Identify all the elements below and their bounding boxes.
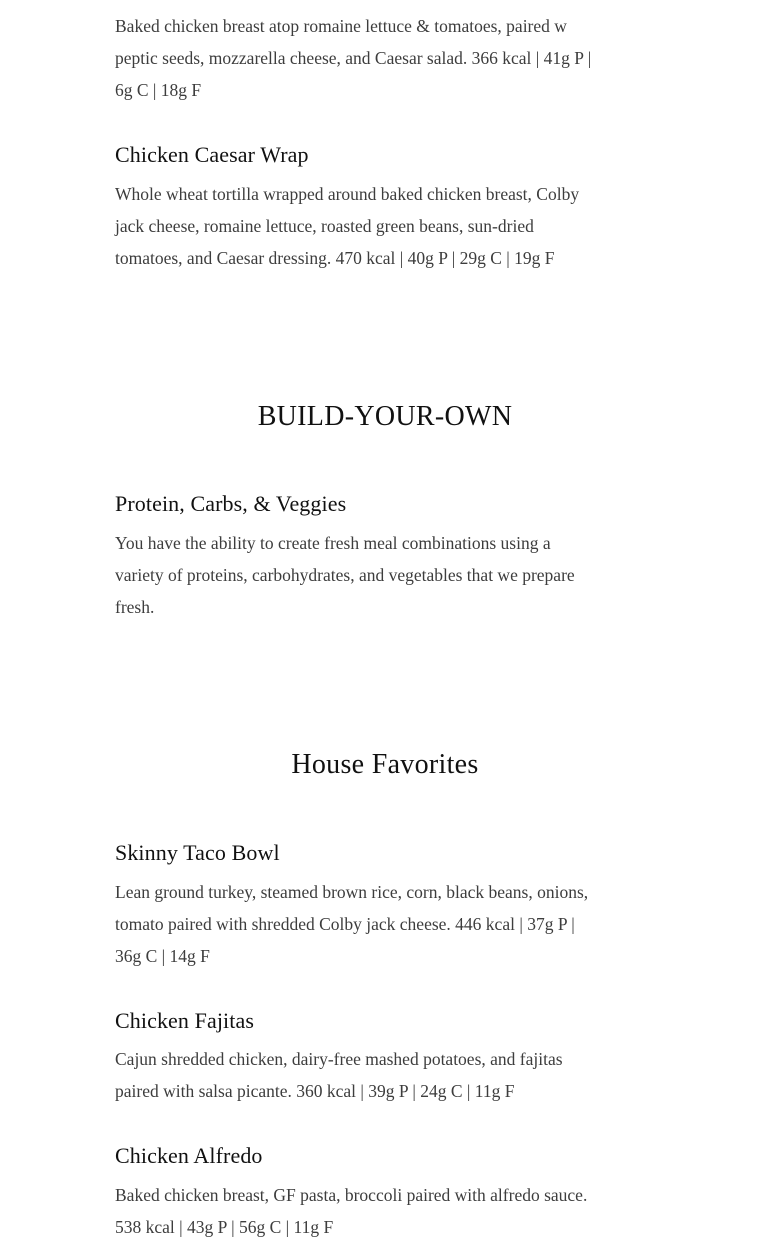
menu-item-title: Skinny Taco Bowl: [115, 840, 280, 865]
section-title-build-your-own: BUILD-YOUR-OWN: [257, 401, 513, 432]
menu-item-title: Protein, Carbs, & Veggies: [115, 491, 347, 516]
menu-item-chicken-fajitas: [115, 1008, 600, 1107]
menu-item-chicken-alfredo: [115, 1143, 600, 1243]
menu-item-description: Whole wheat tortilla wrapped around baked chicken breast, Colby jack cheese, romaine lettuce, roasted green beans, sun-dried tomatoes, and Caesar dressing. 470 kcal | 40g P | 29g C | 19g F: [115, 184, 580, 268]
section-title-house-favorites: House Favorites: [291, 749, 479, 780]
menu-item-description: Cajun shredded chicken, dairy-free mashed potatoes, and fajitas paired with salsa picante. 360 kcal | 39g P | 24g C | 11g F: [115, 1049, 563, 1101]
menu-item-description: You have the ability to create fresh meal combinations using a variety of proteins, carbohydrates, and vegetables that we prepare fresh.: [115, 533, 575, 617]
menu-item-title: Chicken Alfredo: [115, 1143, 263, 1168]
menu-item-chicken-caesar-wrap: [115, 142, 600, 274]
menu-item-caesar-salad: [115, 10, 600, 106]
menu-item-description: Baked chicken breast, GF pasta, broccoli paired with alfredo sauce. 538 kcal | 43g P | 56g C | 11g F: [115, 1185, 588, 1237]
menu-item-protein-carbs-veggies: [115, 491, 600, 623]
menu-item-description: Baked chicken breast atop romaine lettuce & tomatoes, paired w peptic seeds, mozzarella cheese, and Caesar salad. 366 kcal | 41g P | 6g C | 18g F: [115, 16, 592, 100]
menu-item-title: Chicken Caesar Wrap: [115, 142, 309, 167]
menu-item-description: Lean ground turkey, steamed brown rice, corn, black beans, onions, tomato paired with shredded Colby jack cheese. 446 kcal | 37g P | 36g C | 14g F: [115, 882, 589, 966]
menu-item-title: Chicken Fajitas: [115, 1008, 254, 1033]
menu-item-skinny-taco-bowl: [115, 840, 600, 972]
